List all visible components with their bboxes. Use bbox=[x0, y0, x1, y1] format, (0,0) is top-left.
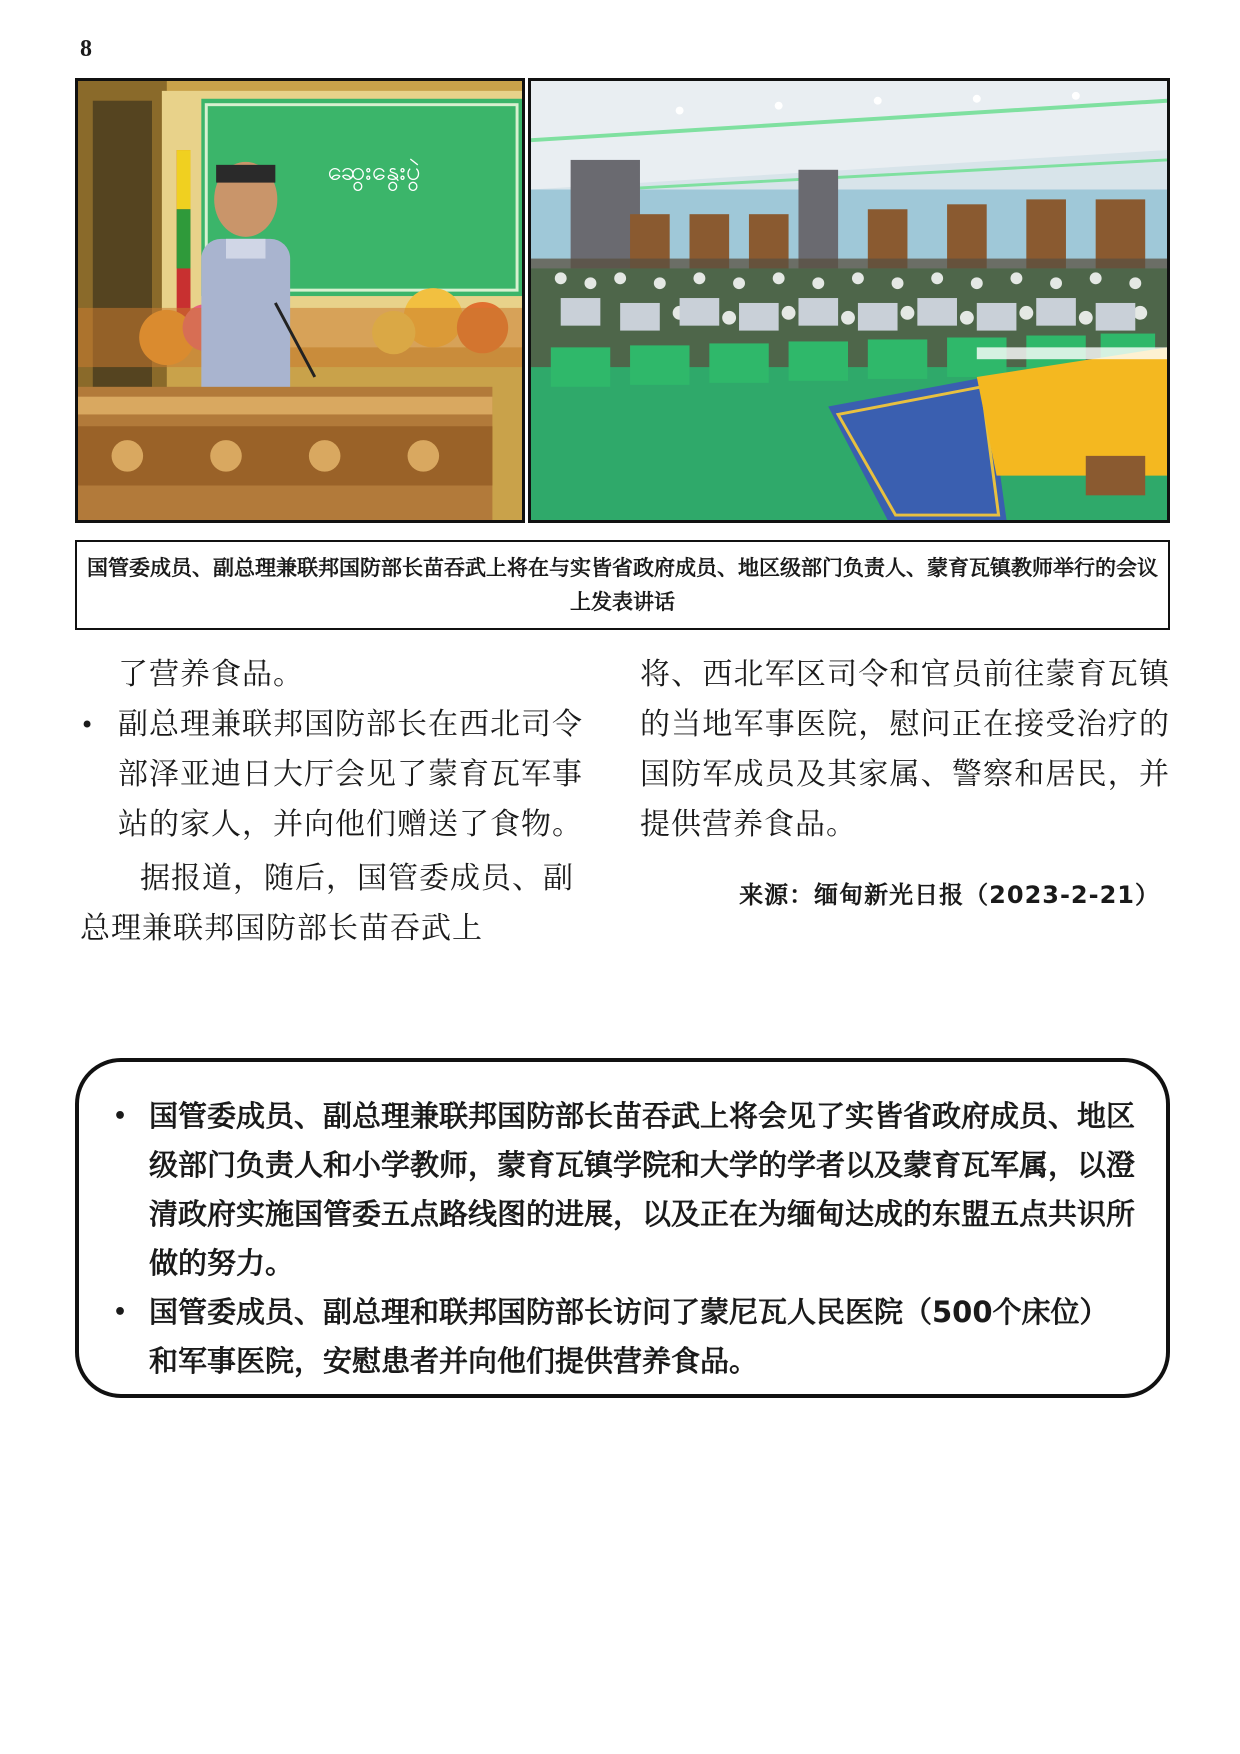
paragraph-text: 据报道，随后，国管委成员、副总理兼联邦国防部长苗吞武上 bbox=[80, 861, 574, 946]
screen-text: ဆွေးနွေးပွဲ bbox=[327, 156, 421, 187]
summary-item bbox=[109, 1092, 1136, 1288]
source-line: 来源：缅甸新光日报（2023-2-21） bbox=[739, 881, 1160, 909]
article-right-column bbox=[640, 650, 1170, 920]
bullet-icon: • bbox=[80, 711, 96, 739]
bullet-icon: • bbox=[113, 1300, 128, 1325]
photo-row bbox=[75, 78, 1170, 523]
speaker-photo bbox=[75, 78, 525, 523]
summary-box bbox=[75, 1058, 1170, 1398]
page-number: 8 bbox=[80, 36, 92, 62]
article-left-column bbox=[80, 650, 600, 954]
summary-text: 国管委成员、副总理和联邦国防部长访问了蒙尼瓦人民医院（500个床位）和军事医院，安慰患者并向他们提供营养食品。 bbox=[149, 1295, 1109, 1378]
summary-item bbox=[109, 1288, 1136, 1386]
continuation-text: 了营养食品。 bbox=[118, 657, 304, 692]
bullet-icon: • bbox=[113, 1104, 128, 1129]
bullet-item bbox=[80, 700, 600, 850]
photo-caption: 国管委成员、副总理兼联邦国防部长苗吞武上将在与实皆省政府成员、地区级部门负责人、蒙育瓦镇教师举行的会议上发表讲话 bbox=[75, 540, 1170, 630]
paragraph-continuation: 将、西北军区司令和官员前往蒙育瓦镇的当地军事医院，慰问正在接受治疗的国防军成员及其家属、警察和居民，并提供营养食品。 bbox=[640, 657, 1170, 842]
bullet-text: 副总理兼联邦国防部长在西北司令部泽亚迪日大厅会见了蒙育瓦军事站的家人，并向他们赠送了食物。 bbox=[118, 707, 583, 842]
meeting-hall-photo bbox=[528, 78, 1170, 523]
summary-text: 国管委成员、副总理兼联邦国防部长苗吞武上将会见了实皆省政府成员、地区级部门负责人和小学教师，蒙育瓦镇学院和大学的学者以及蒙育瓦军属，以澄清政府实施国管委五点路线图的进展，以及正在为缅甸达成的东盟五点共识所做的努力。 bbox=[149, 1099, 1136, 1280]
